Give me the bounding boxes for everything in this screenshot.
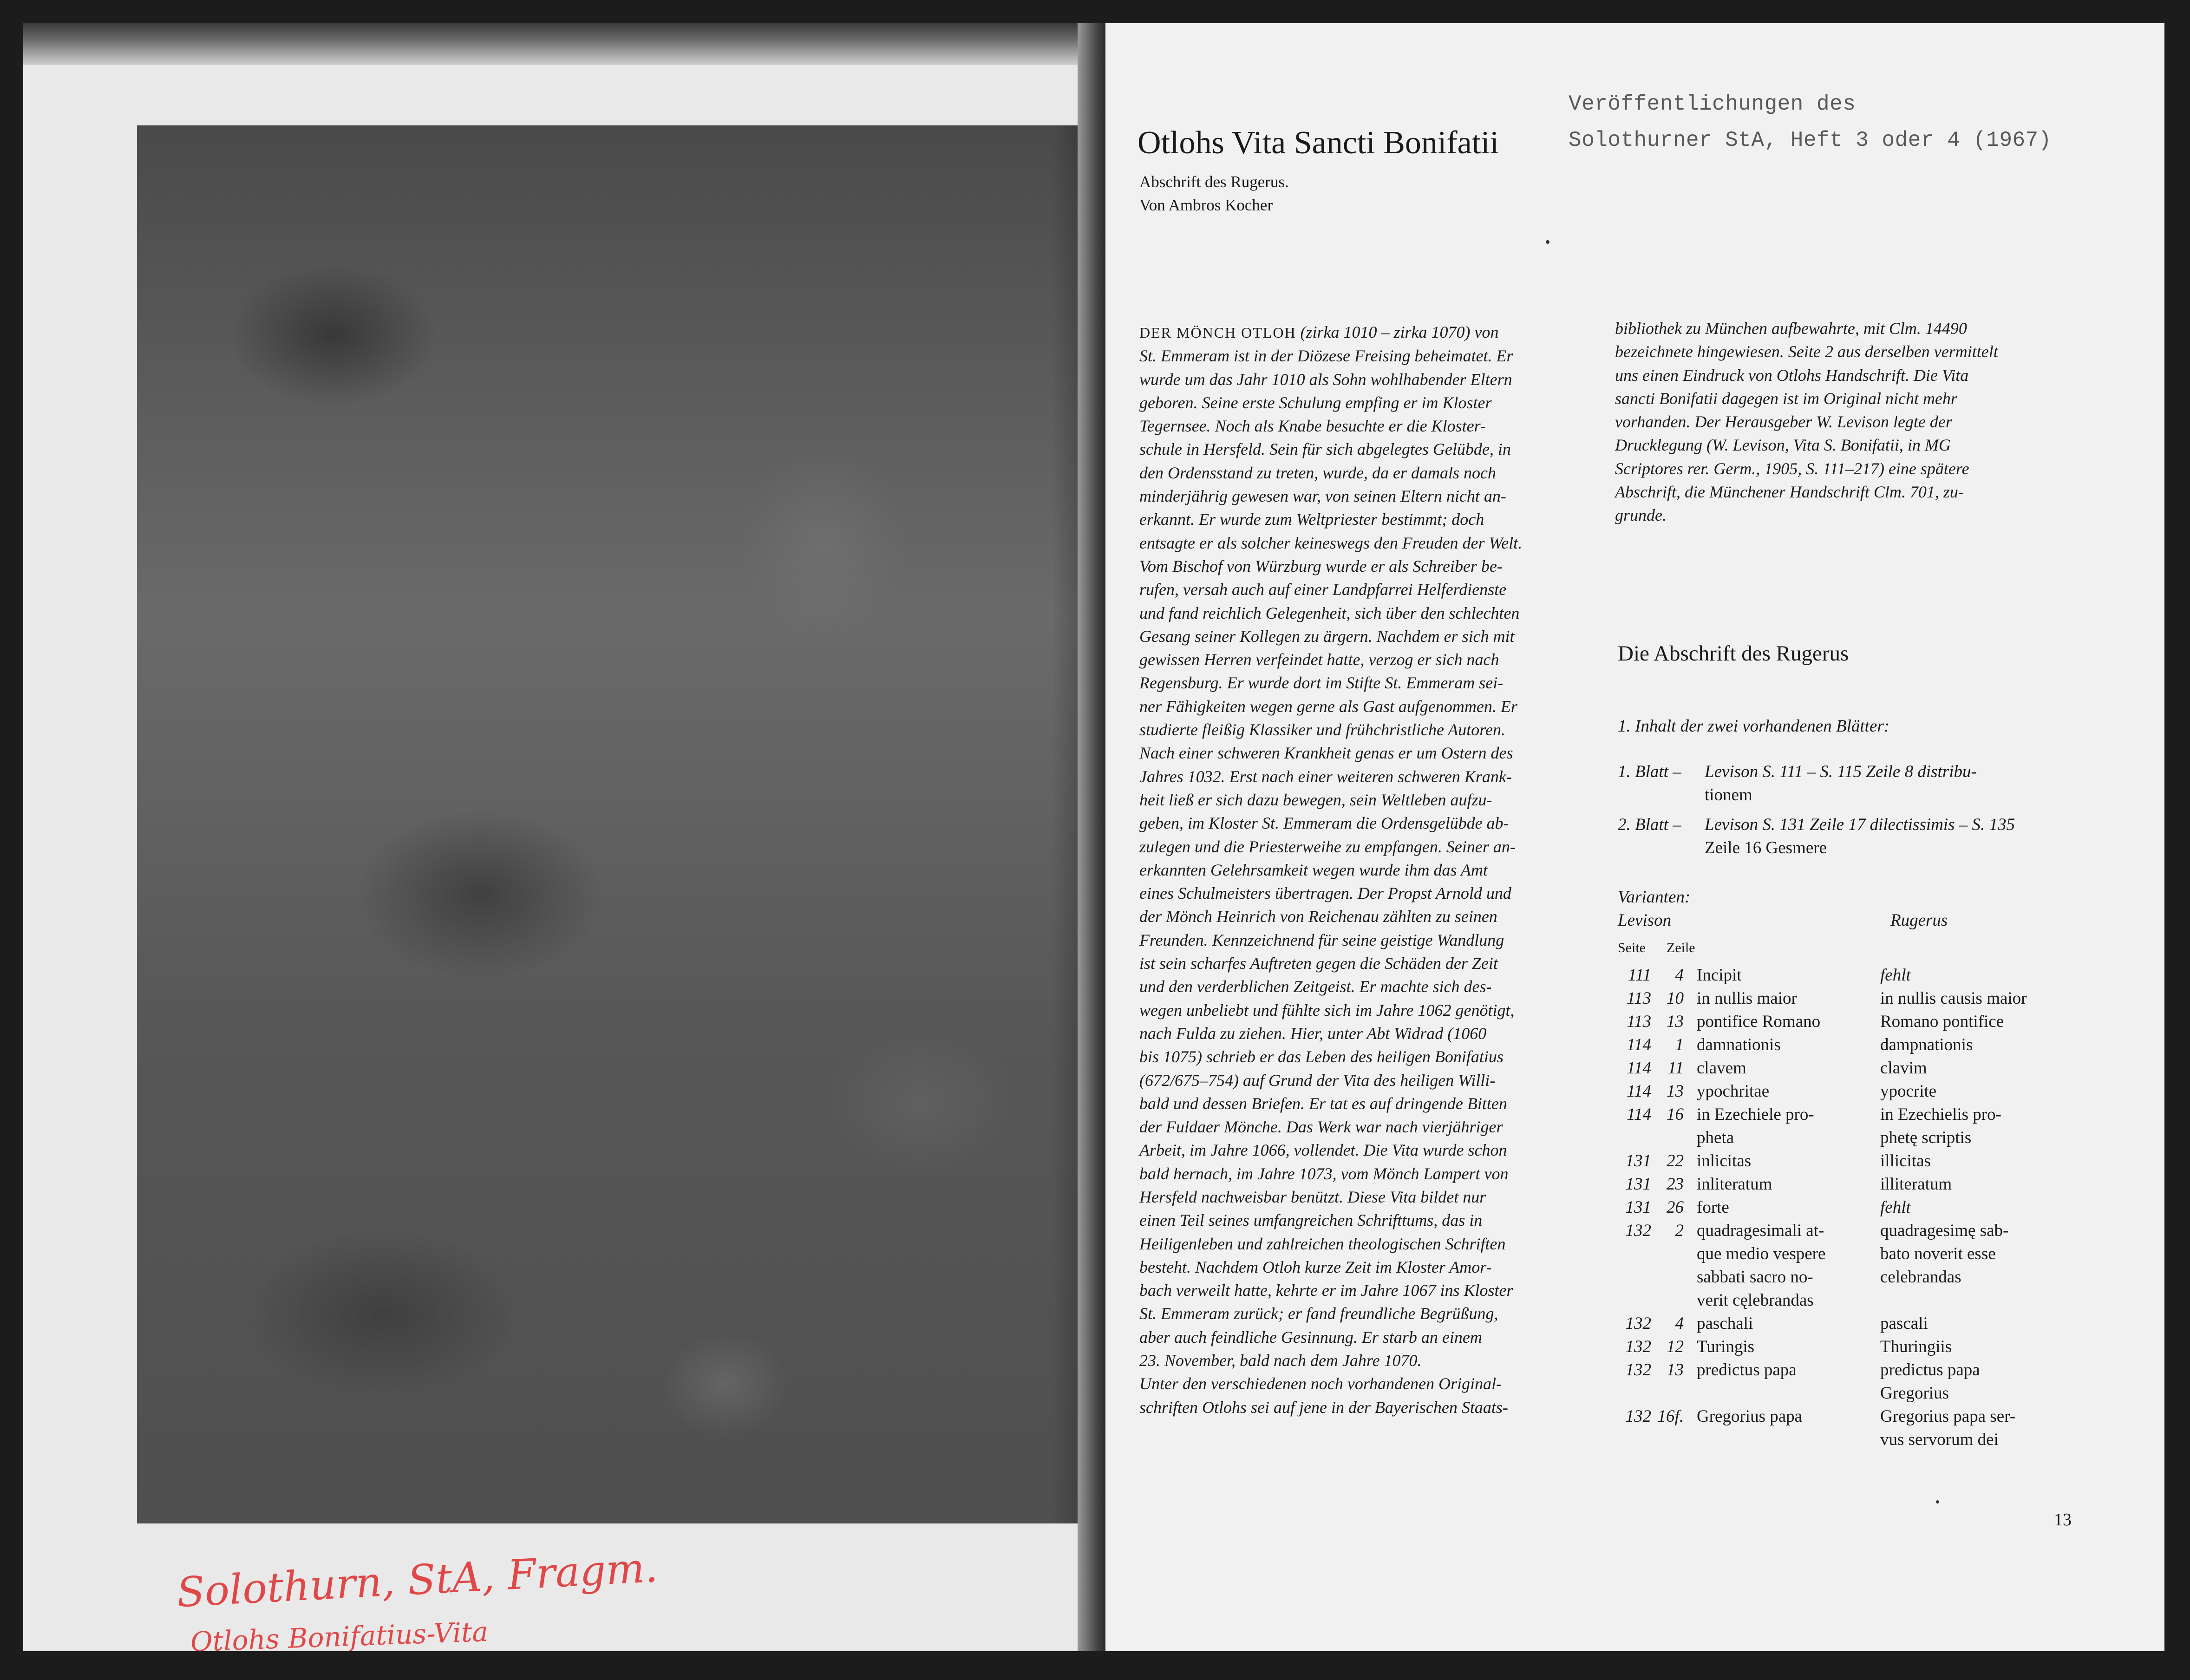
col1-line: Tegernsee. Noch als Knabe besuchte er die Kloster- xyxy=(1139,417,1486,436)
col1-line: ist sein scharfes Auftreten gegen die Schäden der Zeit xyxy=(1139,954,1498,973)
variant-seite: 113 xyxy=(1627,989,1651,1008)
variant-row xyxy=(1616,1405,2075,1451)
variant-levison: forte xyxy=(1697,1198,1729,1217)
col1-line: minderjährig gewesen war, von seinen Eltern nicht an- xyxy=(1139,487,1506,506)
variant-seite: 114 xyxy=(1627,1082,1651,1101)
variant-zeile: 2 xyxy=(1675,1221,1684,1240)
col1-line: rufen, versah auch auf einer Landpfarrei Helferdienste xyxy=(1139,580,1507,599)
variant-seite: 114 xyxy=(1627,1035,1651,1054)
variant-zeile: 23 xyxy=(1667,1175,1684,1194)
col1-line: schule in Hersfeld. Sein für sich abgelegtes Gelübde, in xyxy=(1139,440,1511,459)
blatt1-line1: Levison S. 111 – S. 115 Zeile 8 distribu- xyxy=(1705,762,1977,781)
variant-seite: 111 xyxy=(1628,966,1651,985)
col1-line: Nach einer schweren Krankheit genas er um Ostern des xyxy=(1139,744,1513,763)
col1-line: (672/675–754) auf Grund der Vita des heiligen Willi- xyxy=(1139,1071,1496,1090)
variant-rugerus: predictus papa Gregorius xyxy=(1880,1360,1980,1403)
col1-line: St. Emmeram ist in der Diözese Freising beheimatet. Er xyxy=(1139,346,1513,366)
variant-rugerus: Thuringiis xyxy=(1880,1337,1952,1356)
variant-rugerus: pascali xyxy=(1880,1314,1928,1333)
variant-levison: in Ezechiele pro- pheta xyxy=(1697,1105,1814,1147)
variant-row xyxy=(1616,987,2075,1010)
col1-line: studierte fleißig Klassiker und frühchristliche Autoren. xyxy=(1139,720,1505,739)
col1-line: der Mönch Heinrich von Reichenau zählten zu seinen xyxy=(1139,907,1497,926)
col1-line: Freunden. Kennzeichnend für seine geistige Wandlung xyxy=(1139,930,1504,949)
variant-rugerus: illiteratum xyxy=(1880,1175,1952,1194)
col1-line: gewissen Herren verfeindet hatte, verzog er sich nach xyxy=(1139,650,1499,669)
col1-line: geboren. Seine erste Schulung empfing er im Kloster xyxy=(1139,393,1492,412)
col1-line: bis 1075) schrieb er das Leben des heiligen Bonifatius xyxy=(1139,1047,1504,1066)
typed-note-line1: Veröffentlichungen des xyxy=(1569,92,1856,116)
variant-row xyxy=(1616,1010,2075,1033)
col2-line: grunde. xyxy=(1615,506,1667,525)
variant-seite: 132 xyxy=(1625,1360,1651,1379)
photocopy-sheet xyxy=(23,23,2164,1658)
variant-row xyxy=(1616,1103,2075,1150)
speck xyxy=(1546,240,1549,244)
variant-rugerus: in nullis causis maior xyxy=(1880,989,2027,1008)
col1-line: St. Emmeram zurück; er fand freundliche Begrüßung, xyxy=(1139,1304,1498,1323)
variant-levison: inliteratum xyxy=(1697,1175,1772,1194)
manuscript-fragment-image xyxy=(137,125,1117,1523)
variant-rugerus: fehlt xyxy=(1880,1198,1911,1217)
blatt1-label: 1. Blatt – xyxy=(1618,762,1681,781)
blatt1-line2: tionem xyxy=(1705,785,1752,804)
variant-seite: 131 xyxy=(1625,1175,1651,1194)
col1-line: der Fuldaer Mönche. Das Werk war nach vierjähriger xyxy=(1139,1118,1503,1137)
col1-line: bald und dessen Briefen. Er tat es auf dringende Bitten xyxy=(1139,1094,1507,1113)
blatt2-label: 2. Blatt – xyxy=(1618,815,1681,834)
col2-line: sancti Bonifatii dagegen ist im Original nicht mehr xyxy=(1615,389,1957,408)
variant-zeile: 13 xyxy=(1667,1082,1684,1101)
variant-zeile: 16f. xyxy=(1657,1407,1684,1426)
col1-line: schriften Otlohs sei auf jene in der Bayerischen Staats- xyxy=(1139,1398,1508,1417)
col1-line: entsagte er als solcher keineswegs den Freuden der Welt. xyxy=(1139,533,1523,552)
variant-rugerus: Romano pontifice xyxy=(1880,1012,2004,1031)
variant-seite: 114 xyxy=(1627,1105,1651,1124)
variant-zeile: 22 xyxy=(1667,1151,1684,1170)
col1-line: den Ordensstand zu treten, wurde, da er damals noch xyxy=(1139,463,1496,482)
variant-row xyxy=(1616,1219,2075,1312)
variant-zeile: 1 xyxy=(1675,1035,1684,1054)
blatt2-line2: Zeile 16 Gesmere xyxy=(1705,838,1827,857)
col1-line: erkannten Gelehrsamkeit wegen wurde ihm das Amt xyxy=(1139,860,1488,879)
variant-levison: predictus papa xyxy=(1697,1360,1797,1379)
col1-line: ner Fähigkeiten wegen gerne als Gast aufgenommen. Er xyxy=(1139,697,1517,716)
article-column-1 xyxy=(1139,320,1522,1419)
article-subtitle: Abschrift des Rugerus. xyxy=(1139,173,1289,191)
article-column-2 xyxy=(1615,317,1998,527)
col1-line: Arbeit, im Jahre 1066, vollendet. Die Vita wurde schon xyxy=(1139,1141,1507,1160)
variant-levison: ypochritae xyxy=(1697,1082,1770,1101)
col2-line: vorhanden. Der Herausgeber W. Levison legte der xyxy=(1615,412,1952,431)
col1-line: und den verderblichen Zeitgeist. Er machte sich des- xyxy=(1139,977,1492,996)
col2-line: Scriptores rer. Germ., 1905, S. 111–217) eine spätere xyxy=(1615,459,1969,478)
variant-seite: 132 xyxy=(1625,1314,1651,1333)
variant-zeile: 4 xyxy=(1675,1314,1684,1333)
variant-row xyxy=(1616,1150,2075,1173)
zeile-label: Zeile xyxy=(1667,940,1695,955)
levison-label: Levison xyxy=(1618,911,1672,930)
col1-line: DER MÖNCH OTLOH (zirka 1010 – zirka 1070) von xyxy=(1139,323,1499,341)
variant-row xyxy=(1616,1033,2075,1057)
variant-levison: Turingis xyxy=(1697,1337,1755,1356)
seite-label: Seite xyxy=(1618,940,1646,955)
col1-line: wurde um das Jahr 1010 als Sohn wohlhabender Eltern xyxy=(1139,370,1512,389)
inhalt-heading: 1. Inhalt der zwei vorhandenen Blätter: xyxy=(1618,717,1890,736)
variant-seite: 131 xyxy=(1625,1151,1651,1170)
col1-line: Heiligenleben und zahlreichen theologischen Schriften xyxy=(1139,1234,1506,1253)
article-title: Otlohs Vita Sancti Bonifatii xyxy=(1137,125,1499,161)
variant-rugerus: Gregorius papa ser- vus servorum dei xyxy=(1880,1407,2016,1449)
variant-row xyxy=(1616,964,2075,987)
col1-line: Vom Bischof von Würzburg wurde er als Schreiber be- xyxy=(1139,556,1503,575)
col2-line: bezeichnete hingewiesen. Seite 2 aus derselben vermittelt xyxy=(1615,342,1998,361)
blatt2-line1: Levison S. 131 Zeile 17 dilectissimis – S. 135 xyxy=(1705,815,2015,834)
variant-row xyxy=(1616,1359,2075,1405)
variant-levison: inlicitas xyxy=(1697,1151,1752,1170)
variant-zeile: 4 xyxy=(1675,966,1684,985)
col2-line: Drucklegung (W. Levison, Vita S. Bonifatii, in MG xyxy=(1615,436,1951,455)
variant-levison: in nullis maior xyxy=(1697,989,1797,1008)
variant-rugerus: ypocrite xyxy=(1880,1082,1937,1101)
speck xyxy=(1936,1500,1939,1504)
variant-zeile: 13 xyxy=(1667,1012,1684,1031)
col1-line: geben, im Kloster St. Emmeram die Ordensgelübde ab- xyxy=(1139,814,1509,833)
left-page xyxy=(23,23,1105,1658)
variant-rugerus: dampnationis xyxy=(1880,1035,1973,1054)
col1-line: und fand reichlich Gelegenheit, sich über den schlechten xyxy=(1139,603,1520,622)
col1-line: aber auch feindliche Gesinnung. Er starb an einem xyxy=(1139,1327,1482,1347)
variant-row xyxy=(1616,1335,2075,1359)
col1-line: erkannt. Er wurde zum Weltpriester bestimmt; doch xyxy=(1139,510,1484,529)
handwritten-annotation-location: Solothurn, StA, Fragm. xyxy=(176,1543,659,1617)
col1-line: Regensburg. Er wurde dort im Stifte St. Emmeram sei- xyxy=(1139,673,1504,693)
variant-row xyxy=(1616,1196,2075,1219)
page-number: 13 xyxy=(2054,1510,2072,1530)
col1-line: bach verweilt hatte, kehrte er im Jahre 1067 ins Kloster xyxy=(1139,1281,1513,1300)
variant-levison: damnationis xyxy=(1697,1035,1781,1054)
variant-row xyxy=(1616,1173,2075,1196)
handwritten-annotation-title: Otlohs Bonifatius-Vita xyxy=(190,1615,489,1658)
variant-rugerus: clavim xyxy=(1880,1059,1927,1078)
typed-note-line2: Solothurner StA, Heft 3 oder 4 (1967) xyxy=(1569,128,2052,152)
variant-levison: quadragesimali at- que medio vespere sabbati sacro no- verit cęlebrandas xyxy=(1697,1221,1826,1310)
col1-line: 23. November, bald nach dem Jahre 1070. xyxy=(1139,1351,1422,1370)
variant-zeile: 16 xyxy=(1667,1105,1684,1124)
col1-line: nach Fulda zu ziehen. Hier, unter Abt Widrad (1060 xyxy=(1139,1024,1487,1043)
col2-line: bibliothek zu München aufbewahrte, mit Clm. 14490 xyxy=(1615,319,1967,338)
variant-row xyxy=(1616,1080,2075,1103)
variant-levison: clavem xyxy=(1697,1059,1746,1078)
col1-line: zulegen und die Priesterweihe zu empfangen. Seiner an- xyxy=(1139,837,1516,856)
variant-seite: 132 xyxy=(1625,1221,1651,1240)
article-author: Von Ambros Kocher xyxy=(1139,196,1273,214)
section-heading: Die Abschrift des Rugerus xyxy=(1618,641,1849,666)
variant-seite: 114 xyxy=(1627,1059,1651,1078)
variant-zeile: 10 xyxy=(1667,989,1684,1008)
col1-line: Hersfeld nachweisbar benützt. Diese Vita bildet nur xyxy=(1139,1187,1486,1206)
variant-row xyxy=(1616,1057,2075,1080)
col1-line: Jahres 1032. Erst nach einer weiteren schweren Krank- xyxy=(1139,767,1512,786)
variant-rugerus: fehlt xyxy=(1880,966,1911,985)
variant-seite: 132 xyxy=(1625,1407,1651,1426)
col1-line: besteht. Nachdem Otloh kurze Zeit im Kloster Amor- xyxy=(1139,1257,1492,1276)
col1-line: wegen unbeliebt und fühlte sich im Jahre 1062 genötigt, xyxy=(1139,1000,1515,1020)
variants-table xyxy=(1616,964,2075,1451)
variant-seite: 113 xyxy=(1627,1012,1651,1031)
variant-levison: pontifice Romano xyxy=(1697,1012,1821,1031)
col1-line: Gesang seiner Kollegen zu ärgern. Nachdem er sich mit xyxy=(1139,627,1515,646)
variant-zeile: 11 xyxy=(1667,1059,1684,1078)
variant-levison: Gregorius papa xyxy=(1697,1407,1803,1426)
col1-line: eines Schulmeisters übertragen. Der Propst Arnold und xyxy=(1139,884,1511,903)
variant-seite: 131 xyxy=(1625,1198,1651,1217)
copy-shadow-band xyxy=(23,23,1105,65)
col2-line: Abschrift, die Münchener Handschrift Clm. 701, zu- xyxy=(1615,483,1964,502)
variant-zeile: 26 xyxy=(1667,1198,1684,1217)
col1-line: heit ließ er sich dazu bewegen, sein Weltleben aufzu- xyxy=(1139,790,1492,809)
variant-levison: Incipit xyxy=(1697,966,1742,985)
col2-line: uns einen Eindruck von Otlohs Handschrift. Die Vita xyxy=(1615,366,1969,385)
col1-line: einen Teil seines umfangreichen Schrifttums, das in xyxy=(1139,1211,1483,1230)
variant-zeile: 13 xyxy=(1667,1360,1684,1379)
variant-seite: 132 xyxy=(1625,1337,1651,1356)
variant-rugerus: in Ezechielis pro- phetę scriptis xyxy=(1880,1105,2001,1147)
col1-line: bald hernach, im Jahre 1073, vom Mönch Lampert von xyxy=(1139,1164,1509,1183)
variant-zeile: 12 xyxy=(1667,1337,1684,1356)
col1-line: Unter den verschiedenen noch vorhandenen Original- xyxy=(1139,1374,1502,1393)
variant-rugerus: illicitas xyxy=(1880,1151,1931,1170)
varianten-label: Varianten: xyxy=(1618,888,1691,907)
variant-row xyxy=(1616,1312,2075,1335)
variant-levison: paschali xyxy=(1697,1314,1753,1333)
rugerus-label: Rugerus xyxy=(1890,911,1948,930)
variant-rugerus: quadragesimę sab- bato noverit esse celebrandas xyxy=(1880,1221,2009,1287)
